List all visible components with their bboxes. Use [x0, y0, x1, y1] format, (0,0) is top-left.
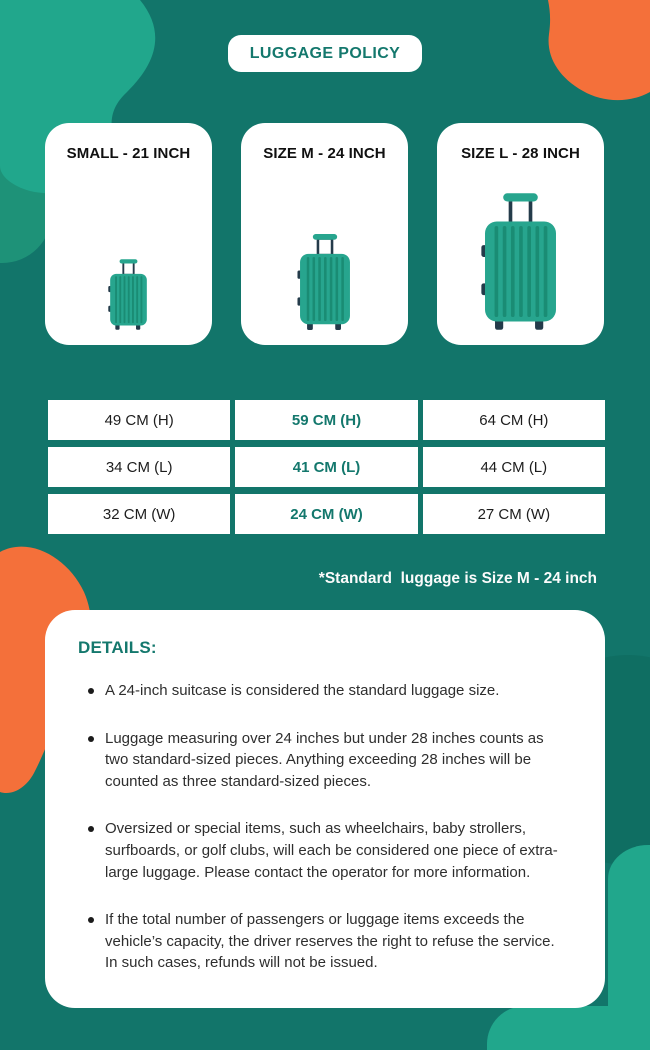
bullet-dot-icon [88, 826, 94, 832]
suitcase-icon-large [475, 193, 566, 330]
details-heading: DETAILS: [78, 638, 157, 657]
table-cell: 49 CM (H) [48, 400, 230, 440]
bullet-dot-icon [88, 688, 94, 694]
table-cell: 44 CM (L) [423, 447, 605, 487]
details-item-text: Oversized or special items, such as wheelchairs, baby strollers, surfboards, or golf clubs, will each be considered one piece of extra-large luggage. Please contact the operator for more information. [105, 820, 558, 881]
details-item [78, 818, 568, 883]
details-item-text: Luggage measuring over 24 inches but under 28 inches counts as two standard-sized pieces. Anything exceeding 28 inches will be counted as three standard-sized pieces. [105, 729, 544, 790]
title-pill [228, 35, 422, 72]
standard-note: *Standard luggage is Size M - 24 inch [318, 570, 597, 587]
bullet-dot-icon [88, 736, 94, 742]
details-item-text: A 24-inch suitcase is considered the standard luggage size. [105, 682, 500, 699]
size-card-title: SIZE L - 28 INCH [461, 145, 580, 162]
bottom-right-green-blob-horizontal [487, 1006, 650, 1050]
size-card-title: SMALL - 21 INCH [66, 145, 191, 162]
size-card-small [45, 123, 212, 345]
table-cell-standard: 24 CM (W) [235, 494, 417, 534]
details-card [45, 610, 605, 1008]
table-cell: 64 CM (H) [423, 400, 605, 440]
suitcase-icon-small [105, 259, 152, 330]
bullet-dot-icon [88, 917, 94, 923]
table-cell: 32 CM (W) [48, 494, 230, 534]
size-cards-row [45, 123, 606, 345]
details-item [78, 909, 568, 974]
size-card-title: SIZE M - 24 INCH [263, 145, 386, 162]
details-item-text: If the total number of passengers or luggage items exceeds the vehicle’s capacity, the driver reserves the right to refuse the service. In such cases, refunds will not be issued. [105, 911, 555, 972]
details-item [78, 680, 568, 702]
table-cell-standard: 59 CM (H) [235, 400, 417, 440]
size-card-medium [241, 123, 408, 345]
details-item [78, 728, 568, 793]
details-list [78, 680, 575, 974]
table-cell-standard: 41 CM (L) [235, 447, 417, 487]
table-cell: 27 CM (W) [423, 494, 605, 534]
size-card-large [437, 123, 604, 345]
top-right-orange-blob [520, 0, 650, 110]
dimensions-table [48, 400, 605, 534]
page-title: LUGGAGE POLICY [249, 44, 401, 62]
suitcase-icon-medium [293, 234, 357, 330]
table-cell: 34 CM (L) [48, 447, 230, 487]
